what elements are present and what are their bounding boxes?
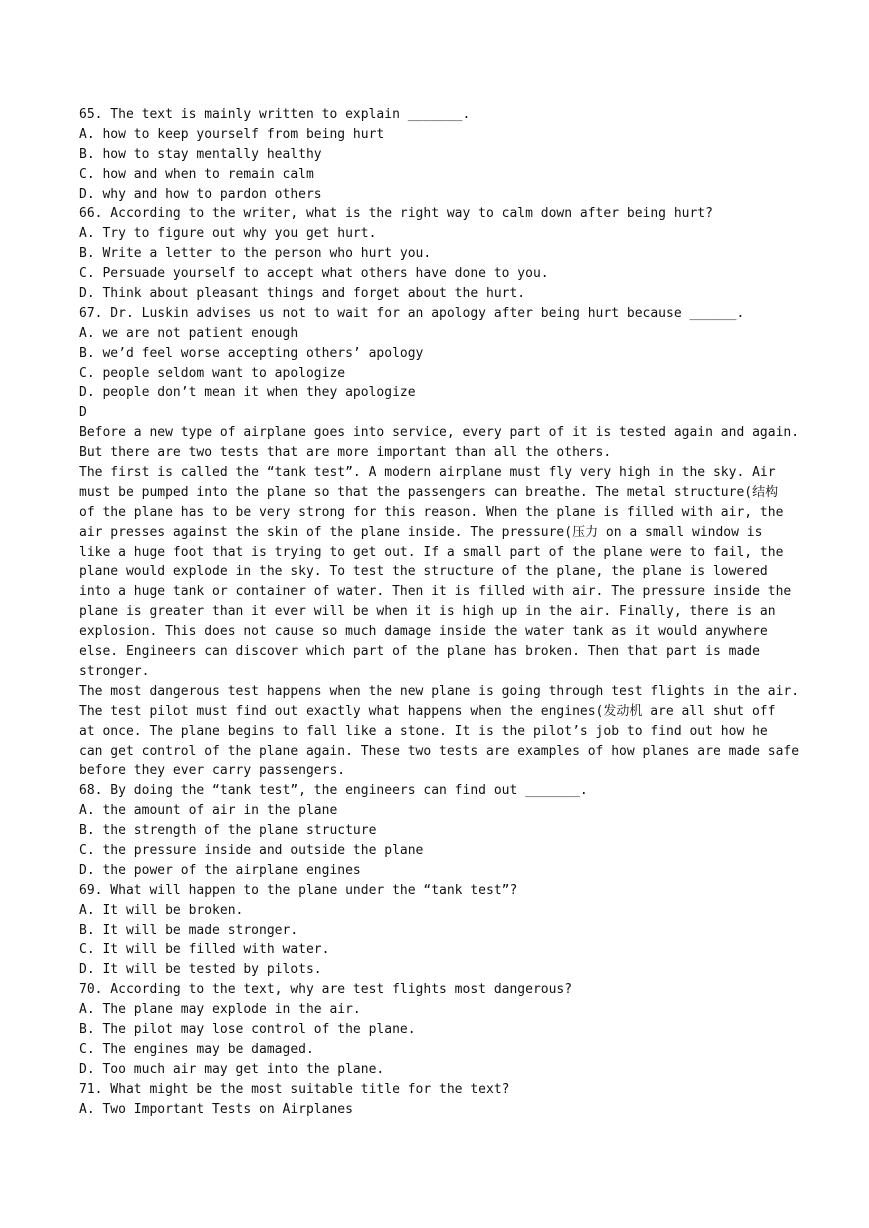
text-line: B. Write a letter to the person who hurt you. <box>79 246 432 262</box>
text-line: D. why and how to pardon others <box>79 186 322 202</box>
text-line: D. the power of the airplane engines <box>79 862 361 878</box>
text-line: else. Engineers can discover which part of the plane has broken. Then that part is made <box>79 644 760 660</box>
text-line: A. Try to figure out why you get hurt. <box>79 226 377 242</box>
text-line: C. the pressure inside and outside the plane <box>79 842 424 858</box>
text-line: The most dangerous test happens when the new plane is going through test flights in the air. <box>79 683 800 699</box>
text-line: A. how to keep yourself from being hurt <box>79 126 385 142</box>
text-line: 70. According to the text, why are test flights most dangerous? <box>79 982 573 998</box>
text-line: air presses against the skin of the plane inside. The pressure(压力 on a small window is <box>79 524 763 540</box>
document-page <box>79 105 800 1119</box>
text-line: 66. According to the writer, what is the right way to calm down after being hurt? <box>79 206 713 222</box>
text-line: But there are two tests that are more important than all the others. <box>79 445 612 461</box>
text-line: D. Think about pleasant things and forget about the hurt. <box>79 286 526 302</box>
text-line: 69. What will happen to the plane under the “tank test”? <box>79 882 518 898</box>
text-line: into a huge tank or container of water. Then it is filled with air. The pressure inside the <box>79 584 792 600</box>
text-line: The first is called the “tank test”. A modern airplane must fly very high in the sky. Air <box>79 465 776 481</box>
text-line: D. people don’t mean it when they apologize <box>79 385 416 401</box>
text-line: A. we are not patient enough <box>79 325 299 341</box>
text-line: The test pilot must find out exactly what happens when the engines(发动机 are all shut off <box>79 703 776 719</box>
text-line: must be pumped into the plane so that the passengers can breathe. The metal structure(结构 <box>79 484 779 500</box>
text-line: B. we’d feel worse accepting others’ apology <box>79 345 424 361</box>
text-line: B. The pilot may lose control of the plane. <box>79 1021 416 1037</box>
text-line: A. It will be broken. <box>79 902 244 918</box>
text-line: B. how to stay mentally healthy <box>79 146 322 162</box>
text-line: explosion. This does not cause so much damage inside the water tank as it would anywhere <box>79 624 768 640</box>
text-line: C. The engines may be damaged. <box>79 1041 314 1057</box>
text-line: B. the strength of the plane structure <box>79 823 377 839</box>
text-line: plane would explode in the sky. To test the structure of the plane, the plane is lowered <box>79 564 768 580</box>
text-line: of the plane has to be very strong for this reason. When the plane is filled with air, the <box>79 504 784 520</box>
text-line: plane is greater than it ever will be when it is high up in the air. Finally, there is an <box>79 604 776 620</box>
text-line: C. how and when to remain calm <box>79 166 314 182</box>
text-line: 71. What might be the most suitable title for the text? <box>79 1081 510 1097</box>
text-line: Before a new type of airplane goes into service, every part of it is tested again and again. <box>79 425 800 441</box>
text-line: A. The plane may explode in the air. <box>79 1002 361 1018</box>
text-line: A. the amount of air in the plane <box>79 803 338 819</box>
text-line: before they ever carry passengers. <box>79 763 346 779</box>
text-line: stronger. <box>79 663 150 679</box>
text-line: C. It will be filled with water. <box>79 942 330 958</box>
text-line: 65. The text is mainly written to explain _______. <box>79 107 471 122</box>
text-line: C. Persuade yourself to accept what others have done to you. <box>79 266 549 282</box>
text-line: like a huge foot that is trying to get out. If a small part of the plane were to fail, the <box>79 544 784 560</box>
text-line: C. people seldom want to apologize <box>79 365 346 381</box>
text-line: B. It will be made stronger. <box>79 922 299 938</box>
text-line: D. It will be tested by pilots. <box>79 962 322 978</box>
text-line: D <box>79 405 87 421</box>
text-line: D. Too much air may get into the plane. <box>79 1061 385 1077</box>
text-line: 68. By doing the “tank test”, the engineers can find out _______. <box>79 783 588 799</box>
text-line: at once. The plane begins to fall like a stone. It is the pilot’s job to find out how he <box>79 723 768 739</box>
text-line: A. Two Important Tests on Airplanes <box>79 1101 353 1117</box>
text-line: can get control of the plane again. These two tests are examples of how planes are made safe <box>79 743 800 759</box>
text-line: 67. Dr. Luskin advises us not to wait for an apology after being hurt because ______. <box>79 305 745 321</box>
